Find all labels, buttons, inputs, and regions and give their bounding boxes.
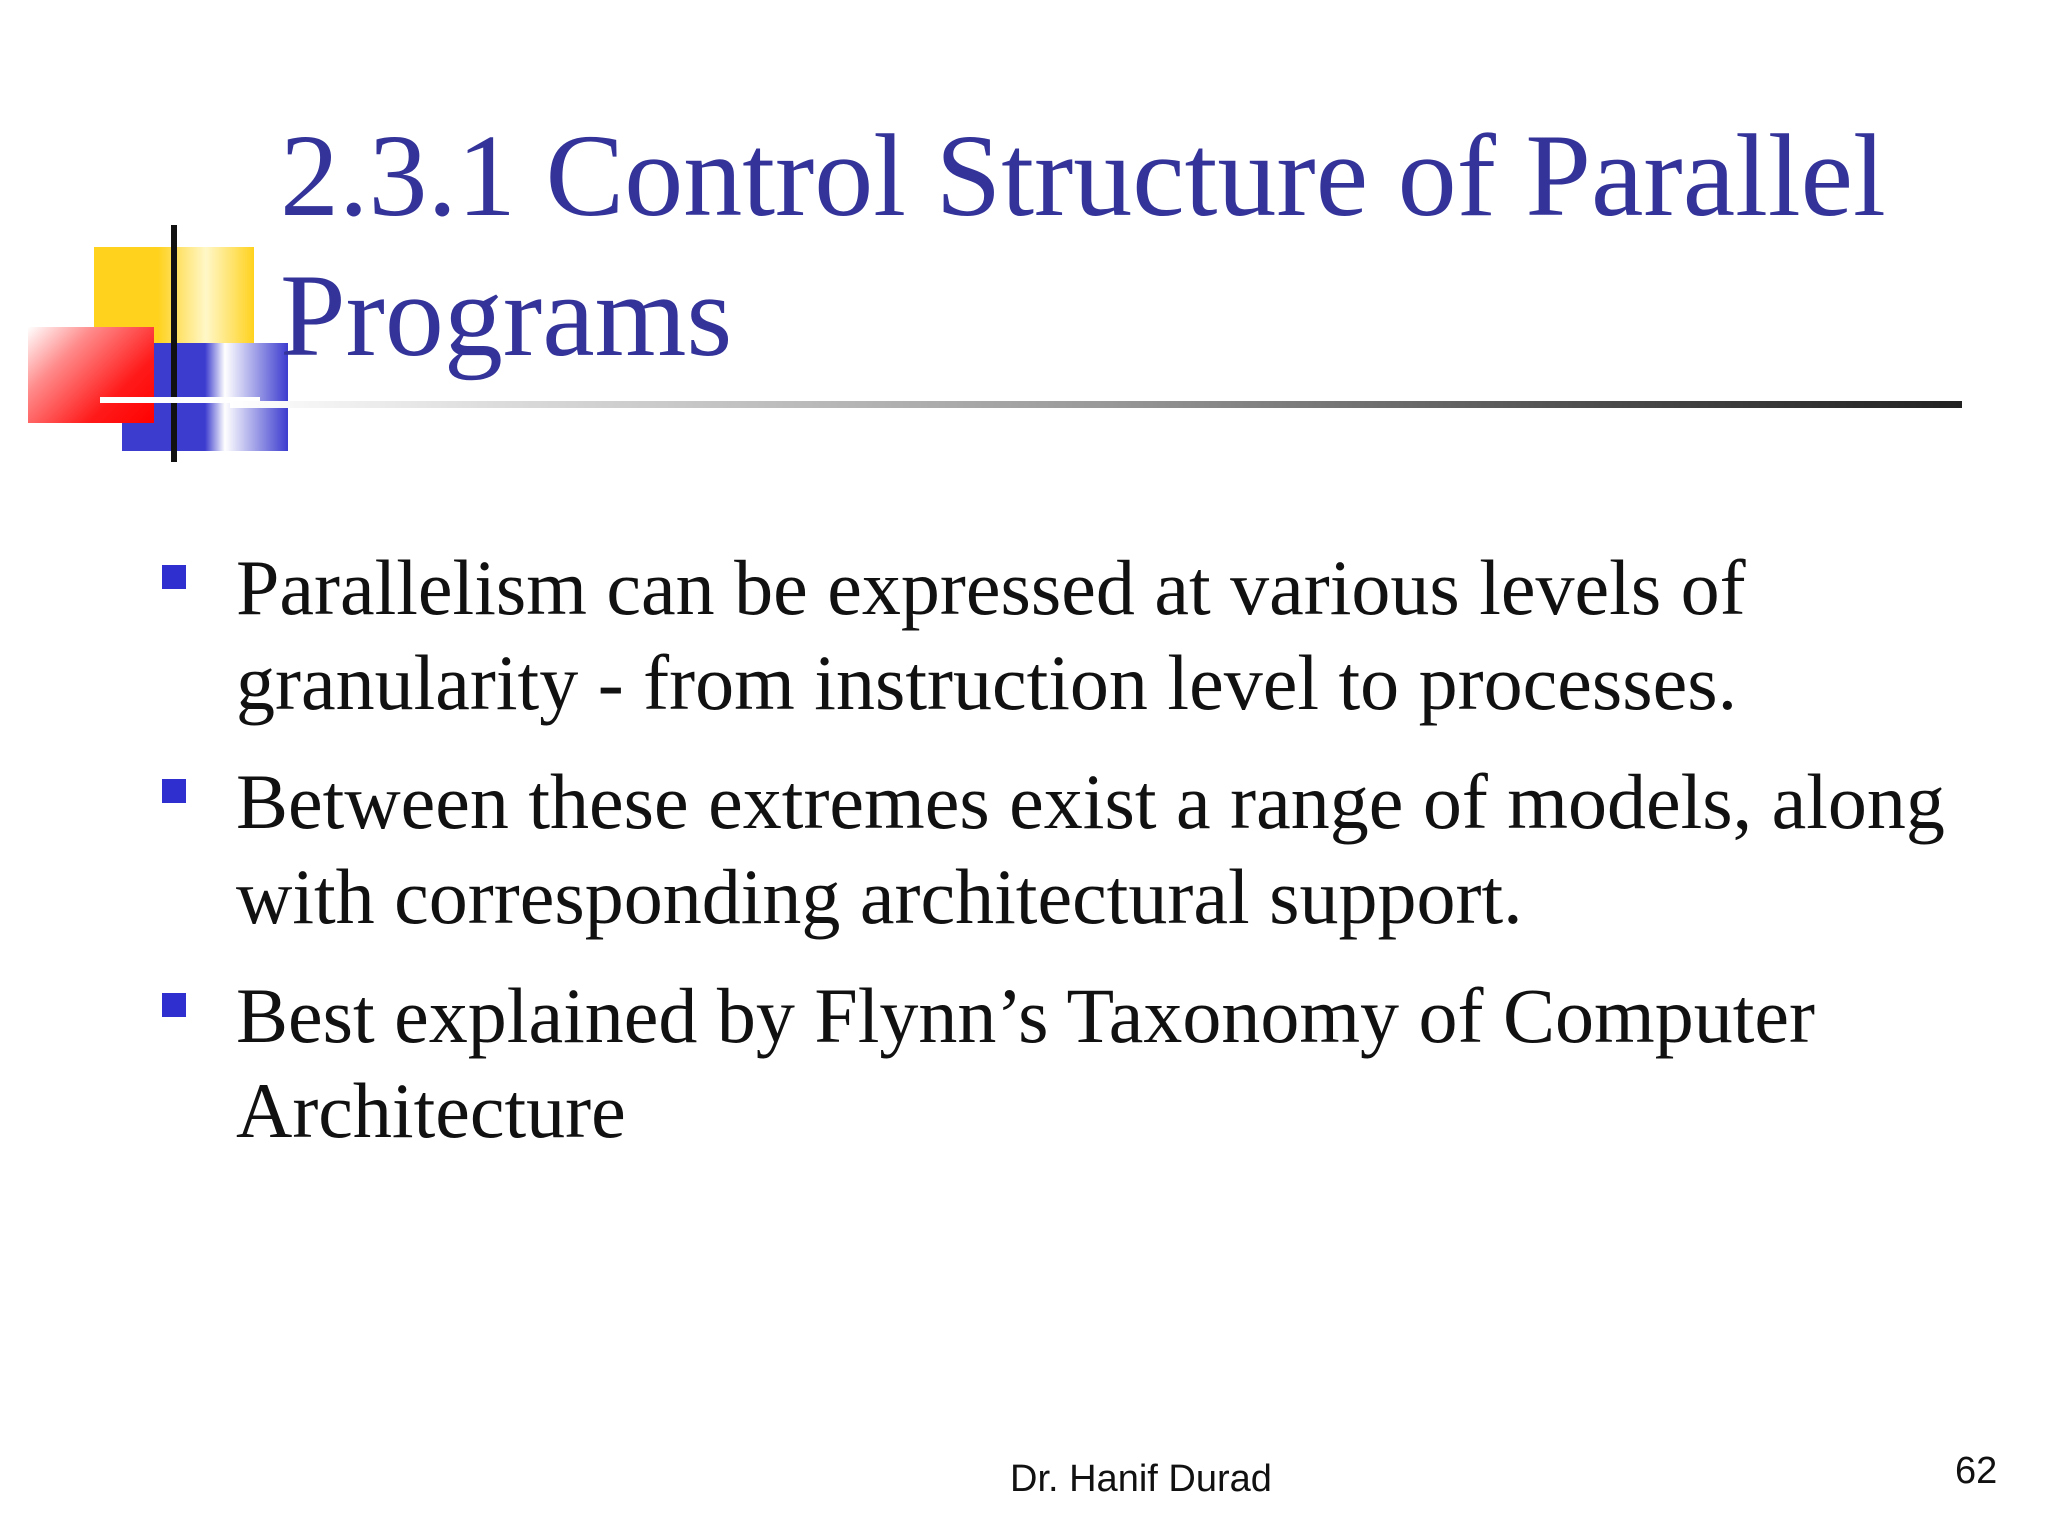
bullet-text: Between these extremes exist a range of models, along with corresponding architectural support. — [236, 758, 1945, 940]
slide-title: 2.3.1 Control Structure of Parallel Programs — [280, 110, 1886, 381]
title-underline-rule — [230, 401, 1962, 408]
square-bullet-icon — [162, 565, 186, 589]
bullet-item — [160, 968, 1960, 1158]
square-bullet-icon — [162, 779, 186, 803]
bullet-list — [160, 540, 1960, 1182]
footer-author: Dr. Hanif Durad — [1010, 1458, 1272, 1500]
logo-red-square — [28, 327, 154, 423]
slide-number: 62 — [1955, 1450, 1998, 1492]
bullet-item — [160, 540, 1960, 730]
logo-vertical-bar — [171, 225, 177, 462]
bullet-text: Best explained by Flynn’s Taxonomy of Computer Architecture — [236, 972, 1815, 1154]
bullet-item — [160, 754, 1960, 944]
square-bullet-icon — [162, 993, 186, 1017]
bullet-text: Parallelism can be expressed at various levels of granularity - from instruction level to processes. — [236, 544, 1746, 726]
